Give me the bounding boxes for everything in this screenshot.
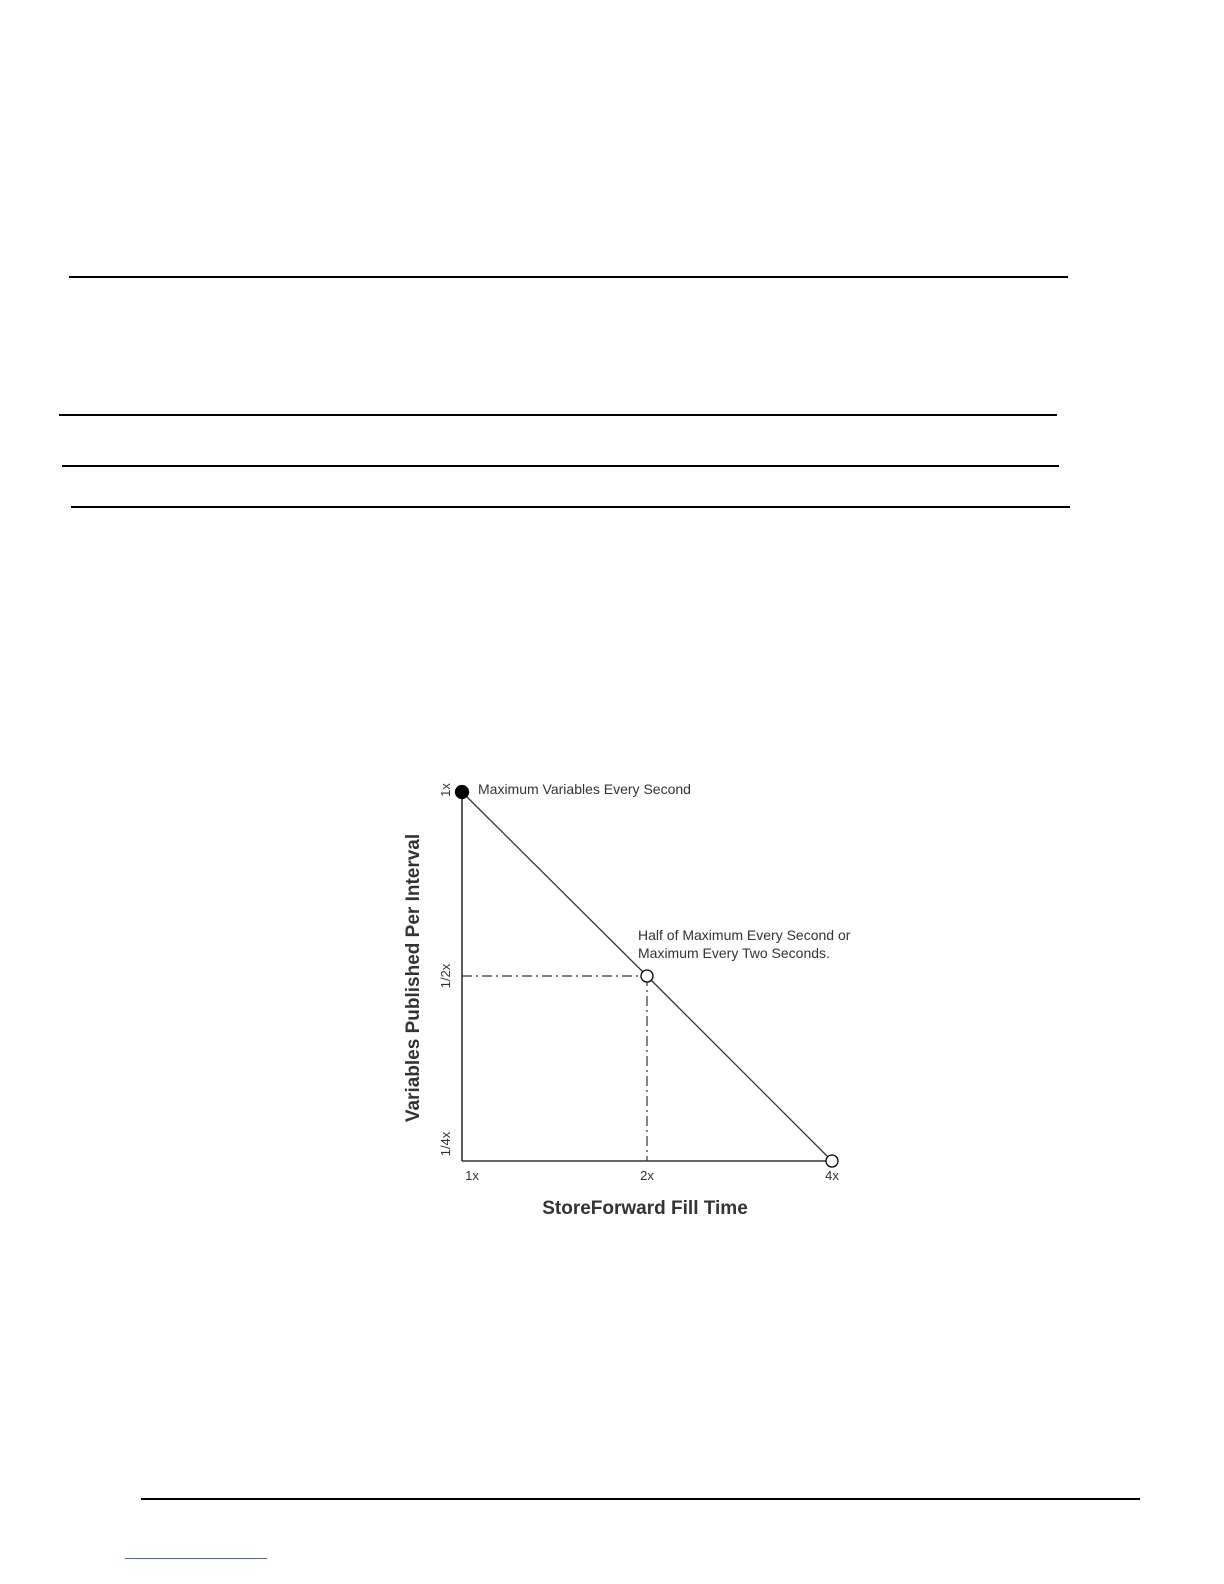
- footer-rule: [141, 1498, 1140, 1500]
- chart-canvas: [380, 770, 900, 1240]
- annotation-text: Maximum Every Two Seconds.: [638, 945, 830, 961]
- series-line-segment: [647, 976, 832, 1161]
- header-rule-2: [59, 414, 1057, 416]
- data-point-open: [826, 1155, 838, 1167]
- y-tick-label: 1/4x: [438, 1131, 453, 1157]
- y-axis-title: Variables Published Per Interval: [403, 833, 424, 1123]
- x-axis-title: StoreForward Fill Time: [542, 1198, 748, 1219]
- footer-link-underline: [125, 1558, 267, 1559]
- y-tick-label: 1x: [438, 783, 453, 797]
- annotation-text: Maximum Variables Every Second: [478, 781, 691, 797]
- header-rule-1: [69, 276, 1068, 278]
- annotation-text: Half of Maximum Every Second or: [638, 927, 851, 943]
- x-tick-label: 4x: [825, 1168, 839, 1183]
- header-rule-4: [71, 506, 1070, 508]
- header-rule-3: [62, 465, 1059, 467]
- series-line-segment: [462, 792, 647, 976]
- y-tick-label: 1/2x: [438, 963, 453, 989]
- fill-time-chart: [380, 770, 900, 1240]
- data-point-open: [641, 970, 653, 982]
- x-tick-label: 2x: [640, 1168, 654, 1183]
- x-tick-label: 1x: [465, 1168, 479, 1183]
- data-point-filled: [456, 786, 469, 799]
